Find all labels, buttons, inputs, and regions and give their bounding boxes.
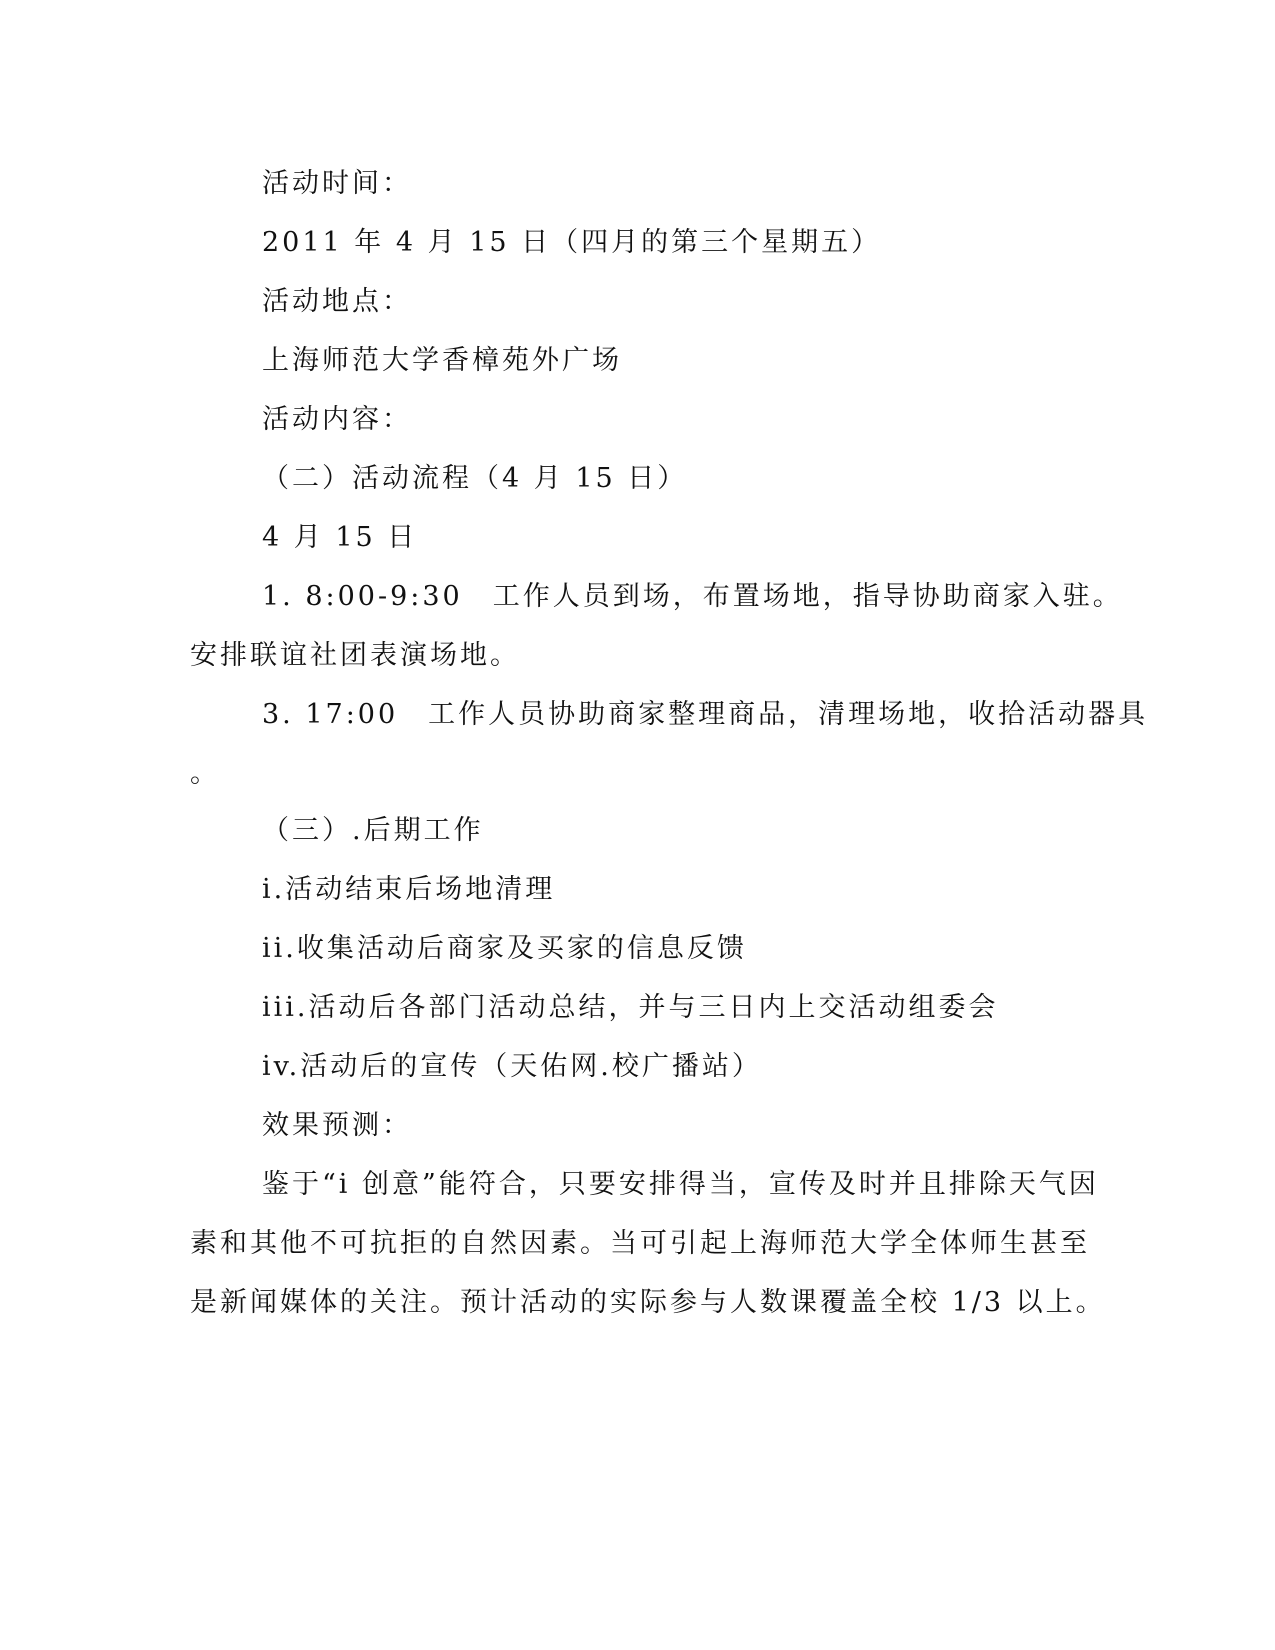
- flow-date: 4 月 15 日: [262, 522, 418, 553]
- effect-line2: 素和其他不可抗拒的自然因素。当可引起上海师范大学全体师生甚至: [190, 1228, 1090, 1259]
- place-heading: 活动地点：: [262, 286, 412, 317]
- step1-line2: 安排联谊社团表演场地。: [190, 640, 520, 671]
- place-value: 上海师范大学香樟苑外广场: [262, 345, 622, 376]
- effect-line1: 鉴于“i 创意”能符合，只要安排得当，宣传及时并且排除天气因: [262, 1169, 1099, 1200]
- later-item-1: i.活动结束后场地清理: [262, 874, 556, 905]
- step3-line2: 。: [190, 758, 220, 789]
- later-item-3: iii.活动后各部门活动总结，并与三日内上交活动组委会: [262, 992, 999, 1023]
- step1-line1: 1. 8:00-9:30 工作人员到场，布置场地，指导协助商家入驻。: [262, 581, 1123, 612]
- effect-line3: 是新闻媒体的关注。预计活动的实际参与人数课覆盖全校 1/3 以上。: [190, 1287, 1106, 1318]
- later-item-2: ii.收集活动后商家及买家的信息反馈: [262, 933, 747, 964]
- flow-heading: （二）活动流程（4 月 15 日）: [262, 463, 688, 494]
- time-value: 2011 年 4 月 15 日（四月的第三个星期五）: [262, 227, 882, 258]
- content-heading: 活动内容：: [262, 404, 412, 435]
- time-heading: 活动时间：: [262, 168, 412, 199]
- later-item-4: iv.活动后的宣传（天佑网.校广播站）: [262, 1051, 762, 1082]
- effect-heading: 效果预测：: [262, 1110, 412, 1141]
- step3-line1: 3. 17:00 工作人员协助商家整理商品，清理场地，收拾活动器具: [262, 699, 1149, 730]
- later-heading: （三）.后期工作: [262, 815, 484, 846]
